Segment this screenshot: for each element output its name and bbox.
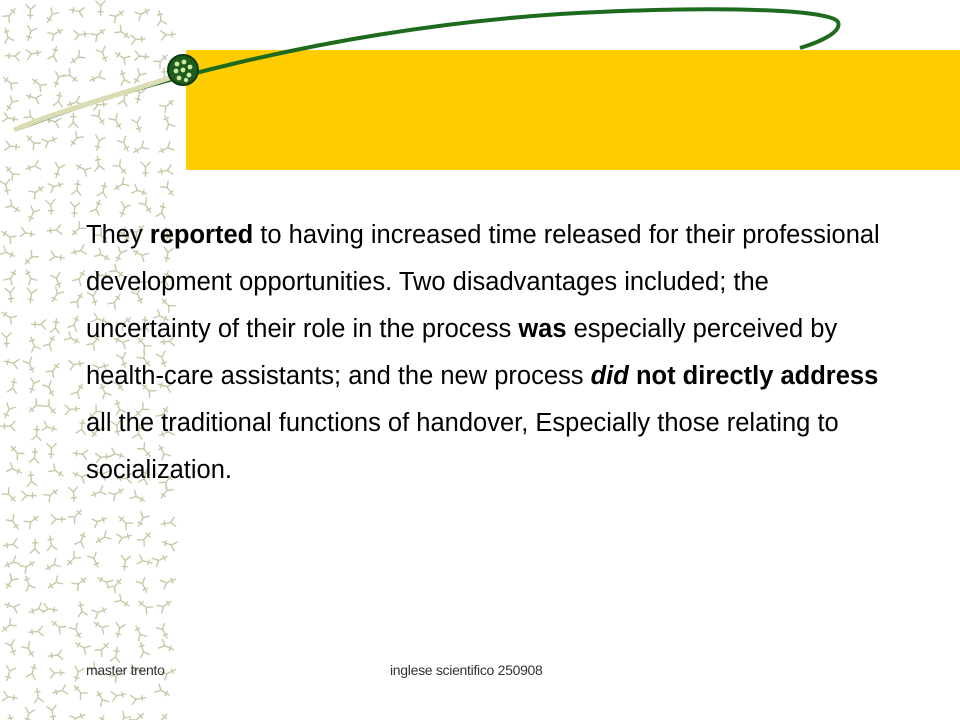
pattern-glyph (28, 626, 44, 637)
pattern-glyph (7, 442, 24, 460)
bold-word-reported: reported (149, 221, 254, 249)
pattern-glyph (154, 684, 172, 700)
pattern-glyph (41, 421, 58, 435)
pattern-glyph (67, 314, 82, 332)
pattern-glyph (69, 710, 87, 720)
pattern-glyph (5, 713, 18, 720)
pattern-glyph (32, 687, 44, 703)
pattern-glyph (46, 360, 63, 378)
pattern-glyph (25, 398, 43, 416)
pattern-glyph (30, 539, 40, 554)
pattern-glyph (31, 425, 42, 440)
pattern-glyph (69, 623, 85, 641)
bold-word-was: was (518, 315, 567, 343)
pattern-glyph (24, 512, 42, 529)
pattern-glyph (21, 707, 35, 720)
pattern-glyph (26, 663, 40, 680)
pattern-glyph (70, 290, 87, 308)
pattern-glyph (136, 641, 150, 658)
pattern-glyph (2, 487, 20, 505)
pattern-glyph (130, 693, 146, 705)
pattern-glyph (50, 272, 64, 289)
footer-left-text: master trento (86, 662, 165, 678)
pattern-glyph (42, 380, 58, 398)
pattern-glyph (158, 639, 176, 654)
pattern-glyph (91, 513, 109, 528)
pattern-glyph (112, 622, 125, 639)
pattern-glyph (26, 377, 40, 394)
pattern-glyph (2, 555, 20, 571)
pattern-glyph (64, 331, 82, 347)
pattern-glyph (2, 665, 16, 682)
pattern-glyph (3, 356, 20, 369)
pattern-glyph (2, 573, 19, 591)
pattern-glyph (65, 404, 81, 415)
pattern-glyph (0, 308, 17, 325)
pattern-glyph (45, 199, 56, 215)
pattern-glyph (48, 179, 65, 193)
pattern-glyph (21, 574, 35, 592)
pattern-glyph (0, 227, 17, 244)
bold-phrase-not-directly-address: not directly address (635, 362, 879, 390)
pattern-glyph (68, 506, 86, 524)
pattern-glyph (0, 179, 13, 196)
pattern-glyph (92, 713, 108, 720)
pattern-glyph (21, 250, 39, 268)
pattern-glyph (110, 646, 122, 662)
pattern-glyph (43, 558, 61, 574)
pattern-glyph (0, 246, 17, 261)
pattern-glyph (93, 530, 111, 546)
pattern-glyph (115, 513, 133, 531)
pattern-glyph (6, 462, 24, 477)
pattern-glyph (43, 333, 59, 351)
pattern-glyph (108, 576, 125, 594)
pattern-glyph (26, 335, 41, 353)
pattern-glyph (51, 514, 66, 524)
pattern-glyph (43, 485, 61, 502)
pattern-glyph (70, 244, 87, 257)
pattern-glyph (73, 639, 91, 655)
pattern-glyph (87, 552, 102, 570)
pattern-glyph (45, 535, 57, 551)
pattern-glyph (0, 403, 16, 421)
pattern-glyph (49, 251, 65, 263)
pattern-glyph (137, 529, 155, 547)
pattern-glyph (25, 206, 40, 224)
pattern-glyph (160, 537, 177, 551)
pattern-glyph (48, 287, 64, 305)
pattern-glyph (46, 705, 58, 720)
pattern-glyph (46, 443, 56, 458)
swoosh-tail (14, 76, 175, 130)
pattern-glyph (3, 599, 20, 613)
body-segment (629, 362, 636, 390)
pattern-glyph (129, 710, 147, 720)
pattern-glyph (95, 639, 113, 657)
pattern-glyph (136, 577, 151, 595)
pattern-glyph (68, 358, 84, 370)
pattern-glyph (25, 288, 37, 304)
pattern-glyph (160, 517, 177, 530)
pattern-glyph (71, 180, 83, 196)
pattern-glyph (156, 623, 172, 641)
pattern-glyph (23, 357, 38, 375)
pattern-glyph (25, 471, 36, 487)
pattern-glyph (68, 486, 79, 502)
pattern-glyph (116, 530, 133, 543)
pattern-glyph (152, 552, 170, 567)
pattern-glyph (111, 689, 127, 701)
pattern-glyph (137, 555, 154, 569)
pattern-glyph (160, 574, 178, 589)
pattern-glyph (91, 618, 109, 634)
pattern-glyph (135, 597, 153, 614)
pattern-glyph (20, 557, 38, 573)
pattern-glyph (2, 691, 18, 703)
pattern-glyph (114, 711, 131, 720)
pattern-glyph (28, 183, 46, 200)
pattern-glyph (0, 618, 17, 635)
pattern-glyph (0, 421, 15, 431)
pattern-glyph (91, 604, 109, 619)
pattern-glyph (45, 575, 63, 592)
body-segment: all the traditional functions of handover, Especially those relating to socialization. (86, 409, 839, 484)
swoosh-curve (20, 9, 838, 128)
pattern-glyph (50, 318, 62, 334)
body-segment: especially perceived by health-care assistants; and the new process (86, 315, 838, 390)
pattern-glyph (5, 199, 23, 216)
pattern-glyph (51, 684, 68, 697)
pattern-glyph (29, 448, 40, 464)
footer-right-text: inglese scientifico 250908 (390, 662, 543, 678)
pattern-glyph (131, 623, 147, 641)
pattern-glyph (42, 603, 58, 615)
body-segment: to having increased time released for their professional development opportunities. Two disadvantages included; the uncertainty of their role in the process (86, 221, 880, 343)
pattern-glyph (119, 555, 130, 571)
pattern-glyph (160, 181, 177, 199)
pattern-glyph (46, 224, 62, 236)
pattern-glyph (27, 602, 45, 617)
pattern-glyph (64, 551, 82, 569)
body-segment: They (86, 221, 150, 249)
pattern-glyph (68, 221, 86, 239)
pattern-glyph (154, 710, 171, 720)
pattern-glyph (71, 666, 85, 683)
pattern-glyph (1, 332, 11, 347)
pattern-glyph (7, 377, 20, 394)
pattern-glyph (70, 682, 87, 700)
pattern-glyph (4, 267, 20, 285)
pattern-glyph (48, 617, 66, 634)
pattern-glyph (31, 319, 46, 329)
pattern-glyph (22, 267, 38, 285)
pattern-glyph (42, 399, 60, 417)
pattern-glyph (5, 287, 17, 303)
pattern-glyph (131, 184, 149, 199)
pattern-glyph (156, 597, 174, 614)
pattern-glyph (69, 202, 80, 218)
pattern-glyph (134, 511, 150, 529)
bold-italic-word-did: did (590, 362, 629, 390)
pattern-glyph (114, 594, 132, 611)
green-orb-icon (168, 55, 198, 85)
pattern-glyph (6, 514, 23, 532)
pattern-glyph (21, 641, 37, 659)
slide-body-text (86, 212, 886, 494)
pattern-glyph (21, 491, 36, 501)
pattern-glyph (71, 381, 87, 399)
pattern-glyph (49, 668, 65, 679)
pattern-glyph (74, 530, 89, 548)
pattern-glyph (97, 181, 110, 198)
swoosh-decoration (0, 0, 960, 180)
pattern-glyph (48, 463, 66, 480)
pattern-glyph (47, 650, 63, 661)
pattern-glyph (75, 601, 88, 618)
pattern-glyph (71, 574, 89, 591)
pattern-glyph (2, 539, 18, 551)
pattern-glyph (93, 689, 109, 707)
pattern-glyph (5, 639, 19, 657)
pattern-glyph (20, 227, 37, 240)
